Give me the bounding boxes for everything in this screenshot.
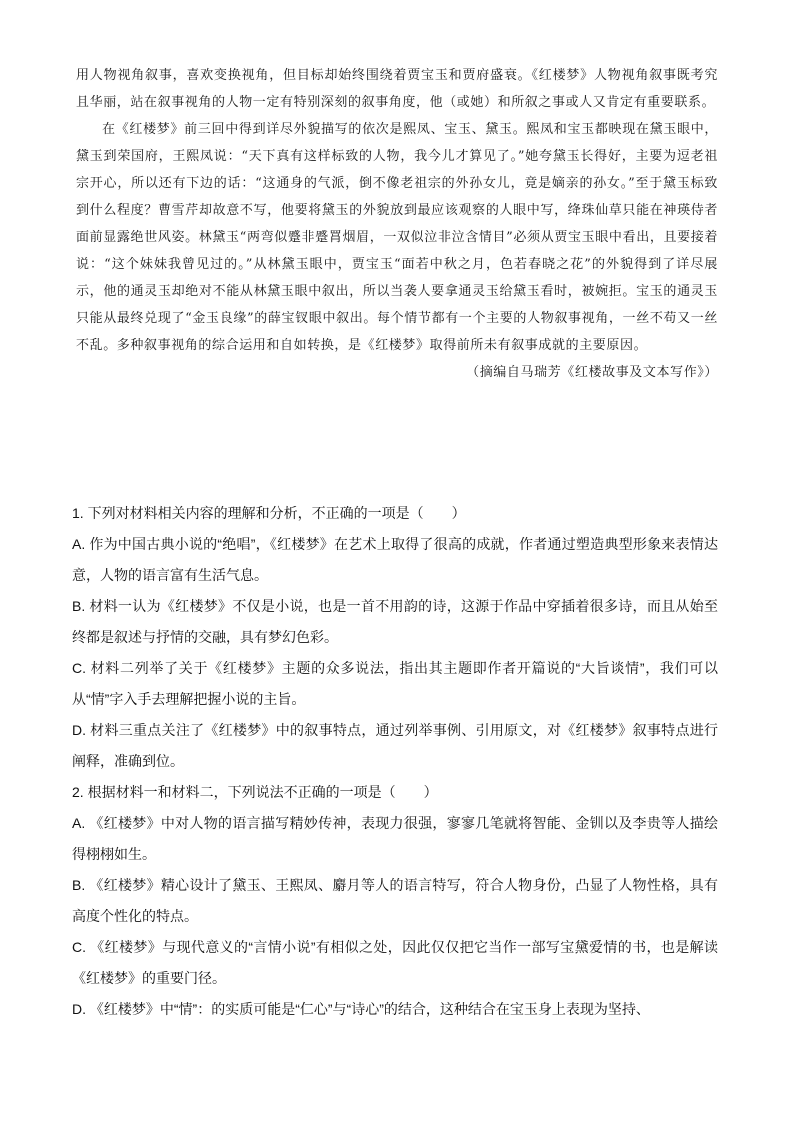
questions-section bbox=[72, 498, 718, 1025]
option-c: C. 《红楼梦》与现代意义的“言情小说”有相似之处，因此仅仅把它当作一部写宝黛爱情的书，也是解读《红楼梦》的重要门径。 bbox=[72, 939, 718, 986]
option-a: A. 《红楼梦》中对人物的语言描写精妙传神，表现力很强，寥寥几笔就将智能、金钏以及李贵等人描绘得栩栩如生。 bbox=[72, 815, 718, 862]
passage-paragraph-2: 在《红楼梦》前三回中得到详尽外貌描写的依次是熙凤、宝玉、黛玉。熙凤和宝玉都映现在黛玉眼中，黛玉到荣国府，王熙凤说：“天下真有这样标致的人物，我今儿才算见了。”她夸黛玉长得好，主要为逗老祖宗开心，所以还有下边的话：“这通身的气派，倒不像老祖宗的外孙女儿，竟是嫡亲的孙女。”至于黛玉标致到什么程度？曹雪芹却故意不写，他要将黛玉的外貌放到最应该观察的人眼中写，绛珠仙草只能在神瑛侍者面前显露绝世风姿。林黛玉“两弯似蹙非蹙罥烟眉，一双似泣非泣含情目”必须从贾宝玉眼中看出，且要接着说：“这个妹妹我曾见过的。”从林黛玉眼中，贾宝玉“面若中秋之月，色若春晓之花”的外貌得到了详尽展示，他的通灵玉却绝对不能从林黛玉眼中叙出，所以当袭人要拿通灵玉给黛玉看时，被婉拒。宝玉的通灵玉只能从最终兑现了“金玉良缘”的薛宝钗眼中叙出。每个情节都有一个主要的人物叙事视角，一丝不苟又一丝不乱。多种叙事视角的综合运用和自如转换，是《红楼梦》取得前所未有叙事成就的主要原因。 bbox=[76, 122, 718, 353]
reading-passage bbox=[76, 62, 718, 386]
question-1 bbox=[72, 498, 718, 777]
question-stem: 1. 下列对材料相关内容的理解和分析，不正确的一项是（ ） bbox=[72, 505, 466, 521]
passage-paragraph-1: 用人物视角叙事，喜欢变换视角，但目标却始终围绕着贾宝玉和贾府盛衰。《红楼梦》人物视角叙事既考究且华丽，站在叙事视角的人物一定有特别深刻的叙事角度，他（或她）和所叙之事或人又肯定有重要联系。 bbox=[76, 68, 718, 110]
option-a: A. 作为中国古典小说的“绝唱”，《红楼梦》在艺术上取得了很高的成就，作者通过塑造典型形象来表情达意，人物的语言富有生活气息。 bbox=[72, 536, 718, 583]
question-2 bbox=[72, 777, 718, 1025]
option-d: D. 材料三重点关注了《红楼梦》中的叙事特点，通过列举事例、引用原文，对《红楼梦》叙事特点进行阐释，准确到位。 bbox=[72, 722, 718, 769]
question-stem: 2. 根据材料一和材料二，下列说法不正确的一项是（ ） bbox=[72, 784, 438, 800]
passage-source: （摘编自马瑞芳《红楼故事及文本写作》） bbox=[466, 365, 718, 380]
option-b: B. 《红楼梦》精心设计了黛玉、王熙凤、麝月等人的语言特写，符合人物身份，凸显了人物性格，具有高度个性化的特点。 bbox=[72, 877, 718, 924]
option-c: C. 材料二列举了关于《红楼梦》主题的众多说法，指出其主题即作者开篇说的“大旨谈情”，我们可以从“情”字入手去理解把握小说的主旨。 bbox=[72, 660, 718, 707]
option-b: B. 材料一认为《红楼梦》不仅是小说，也是一首不用韵的诗，这源于作品中穿插着很多诗，而且从始至终都是叙述与抒情的交融，具有梦幻色彩。 bbox=[72, 598, 718, 645]
option-d: D. 《红楼梦》中“情”：的实质可能是“仁心”与“诗心”的结合，这种结合在宝玉身上表现为坚持、 bbox=[72, 1001, 650, 1017]
